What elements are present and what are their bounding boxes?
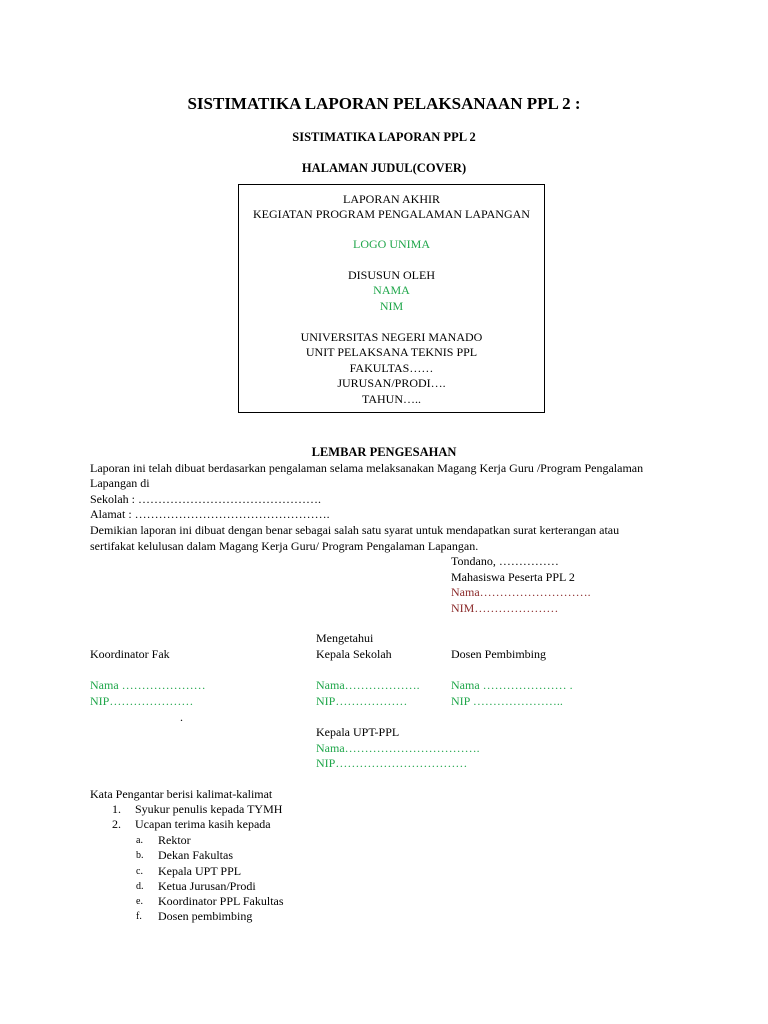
cover-department: JURUSAN/PRODI…. (337, 376, 446, 390)
cover-logo-placeholder: LOGO UNIMA (353, 237, 430, 251)
supervisor-name: Nama ………………… . (451, 678, 573, 692)
list-item (112, 802, 282, 817)
school-line: Sekolah : ………………………………………. (90, 492, 321, 506)
list-item-text: Koordinator PPL Fakultas (158, 894, 284, 909)
cover-faculty: FAKULTAS…… (349, 361, 434, 375)
acknowledged-label: Mengetahui (316, 631, 374, 645)
cover-line-by: DISUSUN OLEH (348, 268, 435, 282)
cover-line-program: KEGIATAN PROGRAM PENGALAMAN LAPANGAN (253, 207, 530, 221)
page-subtitle: SISTIMATIKA LAPORAN PPL 2 (292, 130, 476, 144)
closing-line-1: Demikian laporan ini dibuat dengan benar sebagai salah satu syarat untuk mendapatkan surat kerterangan atau (90, 523, 620, 537)
student-name: Nama………………………. (451, 585, 591, 599)
cover-year: TAHUN….. (361, 392, 422, 406)
list-item-text: Rektor (158, 833, 191, 847)
list-marker: 1. (112, 802, 121, 816)
cover-university: UNIVERSITAS NEGERI MANADO (300, 330, 483, 344)
cover-line-title: LAPORAN AKHIR (342, 192, 440, 206)
cover-unit: UNIT PELAKSANA TEKNIS PPL (305, 345, 478, 359)
student-nim: NIM………………… (451, 601, 559, 615)
intro-line-1: Laporan ini telah dibuat berdasarkan pengalaman selama melaksanakan Magang Kerja Guru /Program Pengalaman (90, 461, 644, 475)
list-marker: f. (136, 911, 142, 923)
preface-heading: Kata Pengantar berisi kalimat-kalimat (90, 787, 273, 801)
intro-line-2: Lapangan di (90, 476, 150, 490)
list-item-text: Dekan Fakultas (158, 848, 233, 863)
list-item (136, 864, 284, 879)
list-marker: a. (136, 835, 143, 846)
address-line: Alamat : …………………………………………. (90, 507, 330, 521)
coordinator-label: Koordinator Fak (90, 647, 170, 661)
upt-head-nip: NIP…………………………… (316, 756, 468, 770)
list-item (136, 894, 284, 909)
list-marker: b. (136, 850, 144, 862)
preface-sublist (136, 833, 284, 925)
list-item (136, 848, 284, 863)
list-item (136, 879, 284, 894)
place-date: Tondano, …………… (451, 554, 559, 568)
stray-dot: . (180, 710, 183, 724)
coordinator-nip: NIP………………… (90, 694, 194, 708)
preface-list (112, 802, 282, 833)
list-item-text: Ketua Jurusan/Prodi (158, 878, 256, 893)
cover-box (238, 184, 545, 413)
closing-line-2: sertifakat kelulusan dalam Magang Kerja Guru/ Program Pengalaman Lapangan. (90, 539, 479, 553)
upt-head-name: Nama……………………………. (316, 741, 480, 755)
page-title: SISTIMATIKA LAPORAN PELAKSANAAN PPL 2 : (187, 94, 581, 113)
list-marker: 2. (112, 817, 121, 832)
headmaster-nip: NIP……………… (316, 694, 408, 708)
list-item (112, 817, 282, 832)
list-marker: c. (136, 865, 143, 877)
list-marker: e. (136, 896, 143, 908)
supervisor-label: Dosen Pembimbing (451, 647, 546, 661)
upt-head-label: Kepala UPT-PPL (316, 725, 400, 739)
cover-name: NAMA (373, 283, 410, 297)
pengesahan-heading: LEMBAR PENGESAHAN (311, 445, 457, 459)
cover-heading: HALAMAN JUDUL(COVER) (301, 161, 467, 175)
list-item (136, 909, 284, 924)
list-item-text: Kepala UPT PPL (158, 863, 242, 878)
cover-nim: NIM (379, 299, 404, 313)
list-marker: d. (136, 880, 144, 892)
headmaster-label: Kepala Sekolah (316, 647, 392, 661)
list-item-text: Syukur penulis kepada TYMH (135, 802, 283, 816)
list-item (136, 833, 284, 848)
coordinator-name: Nama ………………… (90, 678, 206, 692)
student-label: Mahasiswa Peserta PPL 2 (451, 570, 575, 584)
list-item-text: Ucapan terima kasih kepada (135, 817, 271, 832)
headmaster-name: Nama………………. (316, 678, 420, 692)
list-item-text: Dosen pembimbing (158, 909, 253, 924)
supervisor-nip: NIP ………………….. (451, 694, 563, 708)
